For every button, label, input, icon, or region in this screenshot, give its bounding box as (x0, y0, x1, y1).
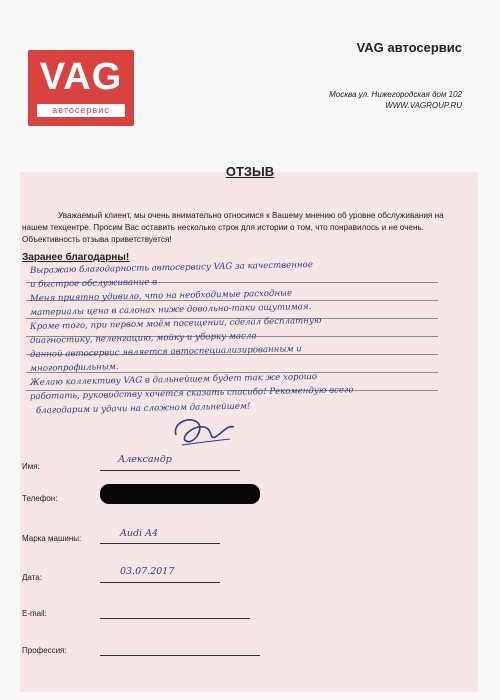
field-label-profession: Профессия: (22, 646, 67, 655)
phone-redaction (100, 484, 260, 504)
review-line: Кроме того, при первом моём посещении, сделал бесплатную (29, 315, 322, 332)
review-line: Выражаю благодарность автосервису VAG за качественное (29, 260, 314, 276)
car-value: Audi A4 (120, 528, 159, 539)
review-line: благодарим и удачи на сложном дальнейшем! (35, 401, 251, 416)
review-line: данной автосервис является автоспециализированным и (29, 344, 302, 360)
thanks-heading: Заранее благодарны! (22, 252, 130, 263)
review-line: Меня приятно удивило, что на необходимые расходные (29, 288, 293, 304)
form-background (20, 172, 478, 692)
review-line: и быстрое обслуживание в (29, 277, 158, 290)
intro-line: Уважаемый клиент, мы очень внимательно относимся к Вашему мнению об уровне обслуживания на (58, 211, 444, 220)
date-underline (100, 582, 220, 583)
date-value: 03.07.2017 (120, 566, 175, 577)
vag-logo (28, 50, 134, 126)
field-label-phone: Телефон: (22, 494, 58, 503)
name-underline (100, 470, 240, 471)
review-line: материалы цена в салонах ниже довольно-таки ощутимая. (29, 302, 312, 318)
logo-tagline: автосервис (37, 104, 125, 117)
field-label-date: Дата: (22, 573, 42, 582)
form-title: ОТЗЫВ (225, 164, 275, 179)
signature (168, 405, 238, 455)
company-address (329, 89, 462, 111)
review-line: Желаю коллективу VAG в дальнейшем будет так же хорошо (29, 371, 318, 388)
email-underline (100, 618, 250, 619)
field-label-name: Имя: (22, 462, 40, 471)
address-line: Москва ул. Нижегородская дом 102 (329, 90, 462, 99)
review-line: многопрофильным. (29, 362, 119, 374)
name-value: Александр (118, 454, 172, 465)
intro-text (22, 210, 474, 246)
review-line: работать, руководству хочется сказать спасибо! Рекомендую всего (29, 385, 354, 402)
review-line: диагностику, пеленгацию, мойку и уборку масла (29, 331, 257, 346)
logo-brand: VAG (39, 56, 123, 98)
company-name: VAG автосервис (356, 40, 462, 55)
profession-underline (100, 655, 260, 656)
field-label-email: E-mail: (22, 609, 47, 618)
intro-line: нашем техцентре. Просим Вас оставить несколько строк для истории о том, что понравилось и не очень. (22, 223, 425, 232)
field-label-car: Марка машины: (22, 534, 82, 543)
car-underline (100, 543, 220, 544)
website-line: WWW.VAGROUP.RU (385, 101, 462, 110)
intro-line: Объективность отзыва приветствуется! (22, 235, 172, 244)
